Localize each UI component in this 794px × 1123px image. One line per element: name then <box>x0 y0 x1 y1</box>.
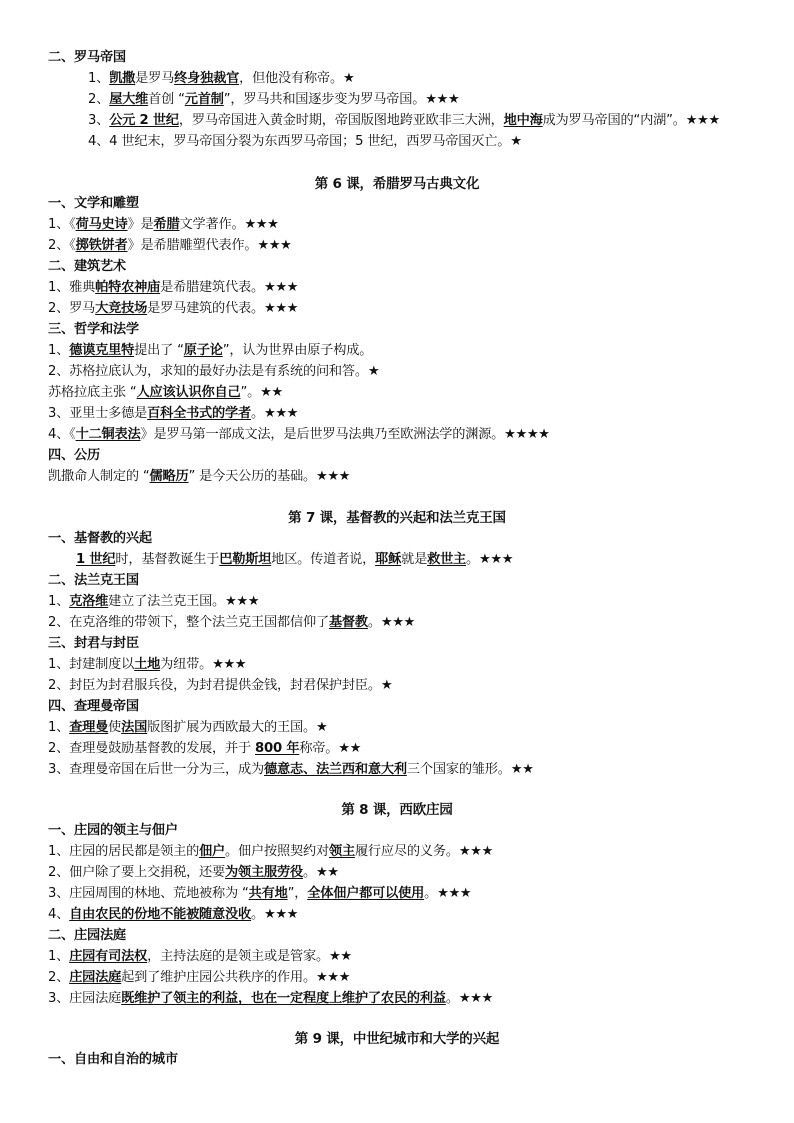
text-line <box>48 676 392 696</box>
text-span: ” 是今天公历的基础。 <box>188 469 317 484</box>
text-span: 1、 <box>88 71 110 86</box>
star-rating: ★★★ <box>212 657 247 672</box>
lesson-title <box>0 174 794 194</box>
text-line <box>48 592 259 612</box>
key-term: 法国 <box>121 720 148 735</box>
text-span: 版图扩展为西欧最大的王国。 <box>147 720 316 735</box>
text-line <box>48 383 283 403</box>
key-term: 庄园有司法权 <box>69 949 148 964</box>
key-term: 十二铜表法 <box>75 427 141 442</box>
text-span: 。 <box>251 907 265 922</box>
key-term: 百科全书式的学者 <box>147 406 252 421</box>
star-rating: ★ <box>380 678 393 693</box>
text-line <box>88 132 522 152</box>
text-span: ”。 <box>240 385 261 400</box>
text-span: ，罗马帝国进入黄金时期，帝国版图地跨亚欧非三大洲， <box>178 113 504 128</box>
key-term: 佃户 <box>199 844 226 859</box>
text-span: 2、佃户除了要上交捐税，还要 <box>48 865 226 880</box>
text-span: 3、查理曼帝国在后世一分为三，成为 <box>48 762 264 777</box>
section-heading <box>48 821 178 841</box>
text-span: 》是希腊雕塑代表作。 <box>127 238 258 253</box>
star-rating: ★★ <box>328 949 352 964</box>
text-line <box>48 905 298 925</box>
text-line <box>48 968 350 988</box>
text-line <box>48 236 291 256</box>
text-span: 》是 <box>127 217 154 232</box>
text-span: 。佃户按照契约对 <box>225 844 329 859</box>
text-line <box>48 739 361 759</box>
text-span: ，主持法庭的是领主或是管家。 <box>147 949 329 964</box>
text-span: 。 <box>302 865 316 880</box>
star-rating: ★★★ <box>244 217 279 232</box>
text-span: 4、4 世纪末，罗马帝国分裂为东西罗马帝国；5 世纪，西罗马帝国灭亡。 <box>88 134 511 149</box>
key-term: 既维护了领主的利益，也在一定程度上维护了农民的利益 <box>121 991 446 1006</box>
star-rating: ★★★★ <box>504 427 550 442</box>
section-heading <box>48 634 139 654</box>
text-span: 成为罗马帝国的“内湖”。 <box>542 113 686 128</box>
text-span: 1、《 <box>48 217 76 232</box>
lesson-title <box>0 800 794 820</box>
key-term: 为领主服劳役 <box>225 865 303 880</box>
star-rating: ★★★ <box>264 301 298 316</box>
text-span: 三、封君与封臣 <box>48 636 139 651</box>
text-span: 是希腊建筑代表。 <box>160 280 264 295</box>
text-span: ”，认为世界由原子构成。 <box>222 343 373 358</box>
text-span: 称帝。 <box>299 741 339 756</box>
text-line <box>48 215 278 235</box>
text-line <box>48 278 298 298</box>
section-heading <box>48 571 139 591</box>
star-rating: ★★★ <box>316 469 350 484</box>
text-span: 1、庄园的居民都是领主的 <box>48 844 200 859</box>
key-term: 耶稣 <box>375 552 402 567</box>
key-term: 1 世纪 <box>76 552 116 567</box>
section-heading <box>48 926 126 946</box>
text-span: 为纽带。 <box>160 657 213 672</box>
text-line <box>48 341 372 361</box>
key-term: 大竞技场 <box>95 301 148 316</box>
key-term: 屋大维 <box>109 92 149 107</box>
text-line <box>48 760 533 780</box>
text-span: 。 <box>424 886 438 901</box>
text-line <box>48 362 379 382</box>
star-rating: ★★ <box>510 762 534 777</box>
text-span: 。 <box>367 615 381 630</box>
text-span: 。 <box>466 552 480 567</box>
text-line <box>48 884 471 904</box>
key-term: 荷马史诗 <box>75 217 128 232</box>
text-line <box>48 425 549 445</box>
text-span: 2、在克洛维的带领下，整个法兰克王国都信仰了 <box>48 615 329 630</box>
text-span: 1、封建制度以 <box>48 657 135 672</box>
key-term: 元首制 <box>184 92 224 107</box>
key-term: 救世主 <box>427 552 467 567</box>
star-rating: ★★★ <box>425 92 460 107</box>
text-span: 文学著作。 <box>179 217 245 232</box>
key-term: 全体佃户都可以使用 <box>307 886 425 901</box>
key-term: 人应该认识你自己 <box>136 385 241 400</box>
text-span: 二、建筑艺术 <box>48 259 126 274</box>
text-span: 第 7 课，基督教的兴起和法兰克王国 <box>288 510 506 526</box>
text-span: 建立了法兰克王国。 <box>108 594 226 609</box>
text-span: 1、 <box>48 594 70 609</box>
star-rating: ★★★ <box>264 280 298 295</box>
section-heading <box>48 257 126 277</box>
text-span: 1、 <box>48 343 70 358</box>
text-span: 四、查理曼帝国 <box>48 699 139 714</box>
text-span: 使 <box>108 720 122 735</box>
text-span: 第 9 课，中世纪城市和大学的兴起 <box>294 1031 500 1047</box>
text-span: 首创 “ <box>148 92 185 107</box>
text-span: 一、庄园的领主与佃户 <box>48 823 178 838</box>
text-span: 一、基督教的兴起 <box>48 531 152 546</box>
star-rating: ★★★ <box>380 615 415 630</box>
star-rating: ★★★ <box>479 552 514 567</box>
star-rating: ★★★ <box>264 406 298 421</box>
text-span: 2、 <box>48 970 70 985</box>
text-span: 一、文学和雕塑 <box>48 196 139 211</box>
star-rating: ★★★ <box>458 991 493 1006</box>
text-span: 1、雅典 <box>48 280 96 295</box>
text-line <box>88 111 720 131</box>
key-term: 土地 <box>134 657 161 672</box>
star-rating: ★ <box>315 720 328 735</box>
star-rating: ★★★ <box>458 844 493 859</box>
section-heading <box>48 1050 178 1070</box>
star-rating: ★★ <box>338 741 361 756</box>
section-heading <box>48 446 100 466</box>
star-rating: ★★★ <box>225 594 260 609</box>
text-span: 就是 <box>401 552 428 567</box>
text-span: 2、查理曼鼓励基督教的发展，并于 <box>48 741 255 756</box>
text-span: 。 <box>445 991 459 1006</box>
key-term: 克洛维 <box>69 594 109 609</box>
text-line <box>48 718 327 738</box>
text-span: ”，罗马共和国逐步变为罗马帝国。 <box>223 92 426 107</box>
key-term: 查理曼 <box>69 720 109 735</box>
text-span: 。 <box>251 406 265 421</box>
text-line <box>48 947 352 967</box>
key-term: 终身独裁官 <box>174 71 240 86</box>
text-span: 3、亚里士多德是 <box>48 406 148 421</box>
star-rating: ★★★ <box>257 238 292 253</box>
section-heading <box>48 529 152 549</box>
star-rating: ★★ <box>315 865 339 880</box>
text-span: ，但他没有称帝。 <box>239 71 343 86</box>
text-span: 二、罗马帝国 <box>48 50 126 65</box>
text-span: 第 6 课，希腊罗马古典文化 <box>314 176 480 192</box>
text-span: 三个国家的雏形。 <box>406 762 511 777</box>
text-line <box>48 863 339 883</box>
text-span: 2、罗马 <box>48 301 96 316</box>
section-heading <box>48 320 139 340</box>
text-span: 是罗马 <box>135 71 175 86</box>
star-rating: ★★★ <box>437 886 472 901</box>
text-span: 3、庄园周围的林地、荒地被称为 “ <box>48 886 249 901</box>
key-term: 凯撒 <box>109 71 136 86</box>
text-span: 起到了维护庄园公共秩序的作用。 <box>121 970 316 985</box>
text-span: 2、封臣为封君服兵役，为封君提供金钱，封君保护封臣。 <box>48 678 381 693</box>
star-rating: ★★★ <box>264 907 298 922</box>
text-span: 二、庄园法庭 <box>48 928 126 943</box>
key-term: 领主 <box>328 844 355 859</box>
key-term: 希腊 <box>153 217 180 232</box>
text-span: 2、《 <box>48 238 76 253</box>
key-term: 巴勒斯坦 <box>219 552 272 567</box>
key-term: 800 年 <box>255 741 300 756</box>
text-line <box>48 613 415 633</box>
text-span: 是罗马建筑的代表。 <box>147 301 264 316</box>
text-line <box>48 655 246 675</box>
text-span: 一、自由和自治的城市 <box>48 1052 178 1067</box>
section-heading <box>48 697 139 717</box>
text-span: 二、法兰克王国 <box>48 573 139 588</box>
key-term: 帕特农神庙 <box>95 280 161 295</box>
key-term: 德谟克里特 <box>69 343 135 358</box>
star-rating: ★ <box>510 134 522 149</box>
text-span: 1、 <box>48 949 70 964</box>
text-line <box>88 69 354 89</box>
text-span: 3、 <box>88 113 110 128</box>
text-span: 第 8 课，西欧庄园 <box>341 802 453 818</box>
text-line <box>48 299 298 319</box>
key-term: 原子论 <box>183 343 223 358</box>
text-span: 》是罗马第一部成文法，是后世罗马法典乃至欧洲法学的渊源。 <box>140 427 505 442</box>
key-term: 基督教 <box>328 615 368 630</box>
star-rating: ★ <box>342 71 355 86</box>
text-span: 1、 <box>48 720 70 735</box>
key-term: 掷铁饼者 <box>75 238 128 253</box>
key-term: 公元 2 世纪 <box>109 113 179 128</box>
key-term: 儒略历 <box>149 469 189 484</box>
text-span: 三、哲学和法学 <box>48 322 139 337</box>
section-heading <box>48 194 139 214</box>
text-span: 提出了 “ <box>134 343 184 358</box>
text-span: 四、公历 <box>48 448 100 463</box>
text-span: 3、庄园法庭 <box>48 991 122 1006</box>
key-term: 庄园法庭 <box>69 970 122 985</box>
text-line <box>76 550 513 570</box>
key-term: 自由农民的份地不能被随意没收 <box>69 907 252 922</box>
text-line <box>48 842 493 862</box>
text-span: 4、《 <box>48 427 76 442</box>
text-span: 2、 <box>88 92 110 107</box>
text-span: 4、 <box>48 907 70 922</box>
text-span: 苏格拉底主张 “ <box>48 385 137 400</box>
text-line <box>48 404 298 424</box>
star-rating: ★★ <box>260 385 283 400</box>
text-line <box>48 467 350 487</box>
star-rating: ★★★ <box>685 113 720 128</box>
lesson-title <box>0 1029 794 1049</box>
key-term: 德意志、法兰西和意大利 <box>264 762 407 777</box>
text-span: 履行应尽的义务。 <box>354 844 459 859</box>
text-span: 时，基督教诞生于 <box>115 552 220 567</box>
text-span: ”， <box>287 886 308 901</box>
text-line <box>48 989 493 1009</box>
star-rating: ★ <box>367 364 380 379</box>
star-rating: ★★★ <box>315 970 350 985</box>
key-term: 地中海 <box>503 113 543 128</box>
text-line <box>88 90 459 110</box>
lesson-title <box>0 508 794 528</box>
text-span: 2、苏格拉底认为，求知的最好办法是有系统的问和答。 <box>48 364 368 379</box>
text-span: 凯撒命人制定的 “ <box>48 469 150 484</box>
text-span: 地区。传道者说， <box>271 552 376 567</box>
key-term: 共有地 <box>248 886 288 901</box>
section-heading <box>48 48 126 68</box>
